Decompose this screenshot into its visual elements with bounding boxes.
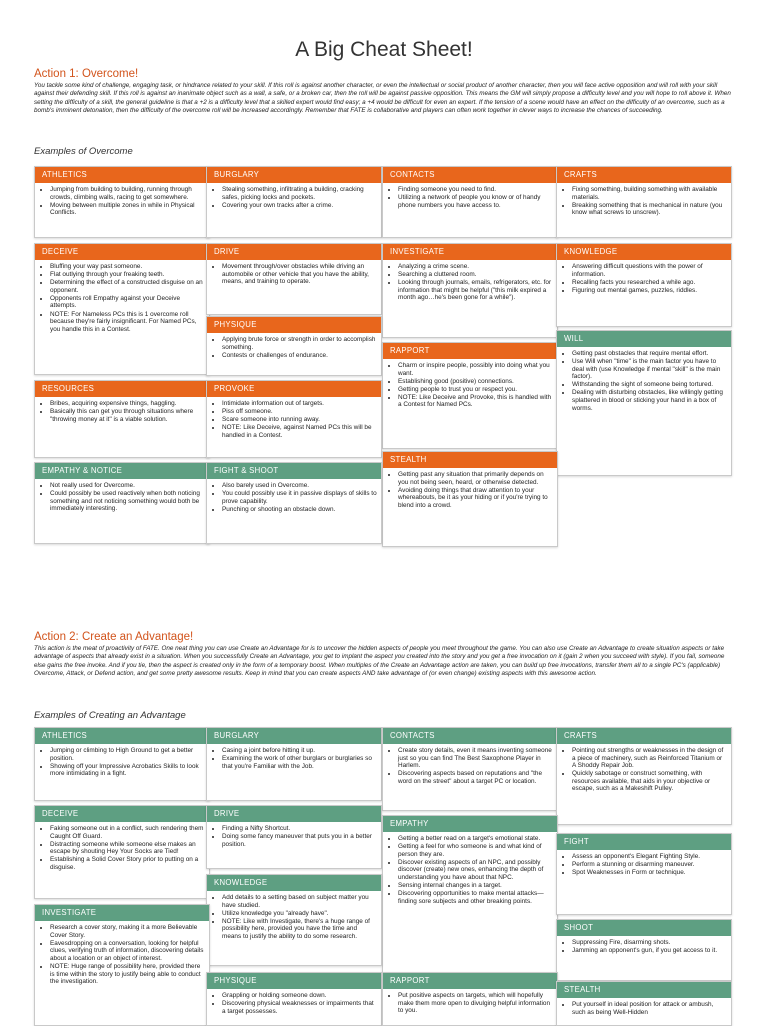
list-item: • Contests or challenges of endurance. [222, 352, 377, 360]
card-knowledge [556, 243, 732, 327]
list-item: • Research a cover story, making it a more Believable Cover Story. [50, 924, 205, 939]
list-item: • Dealing with disturbing obstacles, like willingly getting splattered in blood or sticking your hand in a box of worms. [572, 389, 727, 412]
card-list [35, 186, 205, 217]
list-item: • Examining the work of other burglars or burglaries so that you're Familiar with the Job. [222, 755, 377, 770]
list-item: • Perform a stunning or disarming maneuver. [572, 861, 727, 869]
list-item: • You could possibly use it in passive displays of skills to prove capability. [222, 490, 377, 505]
card-athletics2 [34, 727, 210, 801]
card-list [35, 482, 205, 513]
card-will [556, 330, 732, 476]
list-item: • Utilizing a network of people you know or of handy phone numbers you have access to. [398, 194, 553, 209]
list-item: • Intimidate information out of targets. [222, 400, 377, 408]
card-list [207, 186, 377, 209]
card-title: DRIVE [207, 806, 381, 822]
list-item: • Add details to a setting based on subject matter you have studied. [222, 894, 377, 909]
card-list [35, 924, 205, 986]
list-item: • Piss off someone. [222, 408, 377, 416]
list-item: • Opponents roll Empathy against your Deceive attempts. [50, 295, 205, 310]
card-list [383, 835, 553, 905]
card-title: ATHLETICS [35, 167, 209, 183]
card-title: PROVOKE [207, 381, 381, 397]
card-title: BURGLARY [207, 728, 381, 744]
card-physique [206, 316, 382, 376]
list-item: • Analyzing a crime scene. [398, 263, 553, 271]
examples-heading-create-advantage: Examples of Creating an Advantage [34, 710, 186, 721]
examples-heading-overcome: Examples of Overcome [34, 146, 133, 157]
list-item: • Movement through/over obstacles while driving an automobile or other vehicle that you have the ability, means, and training to operate. [222, 263, 377, 286]
card-title: KNOWLEDGE [557, 244, 731, 260]
list-item: • Bribes, acquiring expensive things, haggling. [50, 400, 205, 408]
card-title: RAPPORT [383, 343, 557, 359]
list-item: • Utilize knowledge you "already have". [222, 910, 377, 918]
list-item: • Covering your own tracks after a crime. [222, 202, 377, 210]
list-item: • Getting past obstacles that require mental effort. [572, 350, 727, 358]
list-item: • Bluffing your way past someone. [50, 263, 205, 271]
card-list [557, 1001, 727, 1016]
list-item: • Scare someone into running away. [222, 416, 377, 424]
card-list [35, 825, 205, 872]
list-item: • Basically this can get you through situations where "throwing money at it" is a viable solution. [50, 408, 205, 423]
card-list [207, 336, 377, 359]
card-title: PHYSIQUE [207, 317, 381, 333]
card-drive2 [206, 805, 382, 869]
card-title: DECEIVE [35, 806, 209, 822]
list-item: • Figuring out mental games, puzzles, riddles. [572, 287, 727, 295]
card-list [35, 747, 205, 778]
card-title: CONTACTS [383, 167, 557, 183]
list-item: • Assess an opponent's Elegant Fighting Style. [572, 853, 727, 861]
card-resources [34, 380, 210, 458]
list-item: • Getting people to trust you or respect you. [398, 386, 553, 394]
list-item: • Discovering aspects based on reputations and "the word on the street" about a target PC or location. [398, 770, 553, 785]
card-title: BURGLARY [207, 167, 381, 183]
card-title: CRAFTS [557, 728, 731, 744]
section-heading-overcome: Action 1: Overcome! [34, 68, 139, 80]
list-item: • Finding someone you need to find. [398, 186, 553, 194]
intro-overcome: You tackle some kind of challenge, engaging task, or hindrance related to your skill. If this roll is against another character, or even the intellectual or social product of another character, then you will face active opposition and will roll with your skill against their defending skill. If this roll is against an inanimate object such as a wall, a safe, or a broken car, then the roll will be against passive opposition. This means the GM will simply propose a difficulty level and you will hope to roll above it. When setting the difficulty of a skill, the general guideline is that a +2 is a difficulty level that a skilled expert would find easy; a +4 would be difficult for even an expert. If the tension of a scene would have an effect on the difficulty of an overcome, such as a bomb's imminent detonation, then the difficulty of the overcome roll will be increased accordingly. Remember that FATE is collaborative and players can often work together in clever ways to increase the chances of succeeding. [34, 82, 731, 114]
card-crafts2 [556, 727, 732, 825]
card-list [35, 263, 205, 333]
card-title: STEALTH [557, 982, 731, 998]
card-list [383, 186, 553, 209]
card-list [207, 894, 377, 941]
card-list [557, 263, 727, 294]
card-list [207, 825, 377, 848]
page-title: A Big Cheat Sheet! [295, 38, 473, 61]
list-item: • Casing a joint before hitting it up. [222, 747, 377, 755]
list-item: • Breaking something that is mechanical in nature (you know what screws to unscrew). [572, 202, 727, 217]
list-item: • Jumping or climbing to High Ground to get a better position. [50, 747, 205, 762]
list-item: • Put positive aspects on targets, which will hopefully make them more open to divulging helpful information to you. [398, 992, 553, 1015]
list-item: • Withstanding the sight of someone being tortured. [572, 381, 727, 389]
card-title: EMPATHY [383, 816, 557, 832]
list-item: • NOTE: Like with Investigate, there's a huge range of possibility here, provided you have the time and means to justify the ability to do some research. [222, 918, 377, 941]
card-list [383, 263, 553, 302]
list-item: • Getting past any situation that primarily depends on you not being seen, heard, or otherwise detected. [398, 471, 553, 486]
list-item: • Avoiding doing things that draw attention to your whereabouts, be it as your hiding or if you're trying to blend into a crowd. [398, 487, 553, 510]
card-stealth2 [556, 981, 732, 1026]
card-knowledge2 [206, 874, 382, 966]
list-item: • Grappling or holding someone down. [222, 992, 377, 1000]
list-item: • Use Will when "time" is the main factor you have to deal with (use Knowledge if mental "skill" is the main factor). [572, 358, 727, 381]
card-fight [206, 462, 382, 544]
list-item: • Flat outlying through your freaking teeth. [50, 271, 205, 279]
card-list [557, 939, 727, 955]
card-list [383, 471, 553, 509]
list-item: • Spot Weaknesses in Form or technique. [572, 869, 727, 877]
list-item: • Faking someone out in a conflict, such rendering them Caught Off Guard. [50, 825, 205, 840]
card-title: RAPPORT [383, 973, 557, 989]
card-title: INVESTIGATE [383, 244, 557, 260]
card-crafts [556, 166, 732, 238]
list-item: • Could possibly be used reactively when both noticing something and not noticing something would both be immediately interesting. [50, 490, 205, 513]
list-item: • Getting a better read on a target's emotional state. [398, 835, 553, 843]
card-empathy [34, 462, 210, 544]
list-item: • Doing some fancy maneuver that puts you in a better position. [222, 833, 377, 848]
card-title: FIGHT [557, 834, 731, 850]
list-item: • Jumping from building to building, running through crowds, climbing walls, racing to get somewhere. [50, 186, 205, 201]
list-item: • Determining the effect of a constructed disguise on an opponent. [50, 279, 205, 294]
list-item: • Not really used for Overcome. [50, 482, 205, 490]
card-list [383, 992, 553, 1015]
list-item: • Create story details, even it means inventing someone just so you can find The Best Saxophone Player in Harlem. [398, 747, 553, 770]
list-item: • Establishing a Solid Cover Story prior to putting on a disguise. [50, 856, 205, 871]
list-item: • Discovering opportunities to make mental attacks—finding sore subjects and other breaking points. [398, 890, 553, 905]
card-list [383, 362, 553, 409]
card-list [207, 992, 377, 1015]
list-item: • Eavesdropping on a conversation, looking for helpful clues, verifying truth of information, discovering details about a location or an object of interest. [50, 940, 205, 963]
list-item: • Jamming an opponent's gun, if you get access to it. [572, 947, 727, 955]
list-item: • NOTE: Like Deceive, against Named PCs this will be handled in a Contest. [222, 424, 377, 439]
card-title: DRIVE [207, 244, 381, 260]
card-contacts [382, 166, 558, 238]
list-item: • Stealing something, infiltrating a building, cracking safes, picking locks and pockets. [222, 186, 377, 201]
card-title: ATHLETICS [35, 728, 209, 744]
list-item: • Finding a Nifty Shortcut. [222, 825, 377, 833]
list-item: • Distracting someone while someone else makes an escape by shouting Hey Your Socks are Tied! [50, 841, 205, 856]
list-item: • Recalling facts you researched a while ago. [572, 279, 727, 287]
list-item: • Punching or shooting an obstacle down. [222, 506, 377, 514]
card-physique2 [206, 972, 382, 1026]
card-list [207, 400, 377, 439]
card-investigate2 [34, 904, 210, 1026]
list-item: • NOTE: For Nameless PCs this is 1 overcome roll because they're fairly insignificant. For Named PCs, you handle this in a Contest. [50, 311, 205, 334]
card-drive [206, 243, 382, 315]
list-item: • Applying brute force or strength in order to accomplish something. [222, 336, 377, 351]
card-list [35, 400, 205, 423]
list-item: • Fixing something, building something with available materials. [572, 186, 727, 201]
card-empathy2 [382, 815, 558, 975]
card-deceive2 [34, 805, 210, 899]
card-title: CRAFTS [557, 167, 731, 183]
list-item: • Sensing internal changes in a target. [398, 882, 553, 890]
card-title: SHOOT [557, 920, 731, 936]
card-stealth [382, 451, 558, 547]
card-title: KNOWLEDGE [207, 875, 381, 891]
list-item: • Establishing good (positive) connections. [398, 378, 553, 386]
card-title: RESOURCES [35, 381, 209, 397]
list-item: • Looking through journals, emails, refrigerators, etc. for information that might be helpful ("this milk expired a month ago…he's been gone for a while"). [398, 279, 553, 302]
card-title: INVESTIGATE [35, 905, 209, 921]
card-list [383, 747, 553, 785]
list-item: • NOTE: Huge range of possibility here, provided there is time within the story to justify being able to conduct the investigation. [50, 963, 205, 986]
list-item: • Moving between multiple zones in while in Physical Conflicts. [50, 202, 205, 217]
card-list [557, 747, 727, 793]
card-fight2 [556, 833, 732, 915]
card-rapport [382, 342, 558, 449]
list-item: • Getting a feel for who someone is and what kind of person they are. [398, 843, 553, 858]
list-item: • Discover existing aspects of an NPC, and possibly discover (create) new ones, enhancing the depth of understanding you have about that NPC. [398, 859, 553, 882]
card-contacts2 [382, 727, 558, 811]
list-item: • Pointing out strengths or weaknesses in the design of a piece of machinery, such as Reinforced Titanium or A Shoddy Repair Job. [572, 747, 727, 770]
card-title: FIGHT & SHOOT [207, 463, 381, 479]
list-item: • Showing off your Impressive Acrobatics Skills to look more intimidating in a fight. [50, 763, 205, 778]
list-item: • Charm or inspire people, possibly into doing what you want. [398, 362, 553, 377]
card-list [557, 350, 727, 412]
list-item: • Quickly sabotage or construct something, with resources available, that aids in your objective or escape, such as a Makeshift Pulley. [572, 770, 727, 793]
card-rapport2 [382, 972, 558, 1026]
section-heading-create-advantage: Action 2: Create an Advantage! [34, 631, 194, 643]
card-burglary [206, 166, 382, 238]
list-item: • NOTE: Like Deceive and Provoke, this is handled with a Contest for Named PCs. [398, 394, 553, 409]
card-title: CONTACTS [383, 728, 557, 744]
card-list [207, 482, 377, 513]
list-item: • Put yourself in ideal position for attack or ambush, such as being Well-Hidden [572, 1001, 727, 1016]
list-item: • Answering difficult questions with the power of information. [572, 263, 727, 278]
card-list [557, 853, 727, 877]
card-title: EMPATHY & NOTICE [35, 463, 209, 479]
intro-create-advantage: This action is the meat of proactivity of FATE. One neat thing you can use Create an Advantage for is to uncover the hidden aspects of people you meet throughout the game. You can also use Create an Advantage to create situation aspects or take advantage of aspects that already exist in a situation. When you successfully Create an Advantage, you get to implant the aspect you created into the story and you get a free invocation on it (gain 2 when you succeed with style). If you fail, someone else gains the free invoke. And if you tie, then the aspect is created only in the form of a temporary boost. When multiples of the Create an Advantage action are taken, you can build up free invocations, transfer them all to a single PC's (applicable) Overcome, Attack, or Defend action, and get some pretty awesome results. Keep in mind that you can create aspects AND take advantage of (or even change) existing aspects with this awesome action. [34, 645, 725, 677]
card-title: PHYSIQUE [207, 973, 381, 989]
card-list [207, 263, 377, 286]
card-title: WILL [557, 331, 731, 347]
card-deceive [34, 243, 210, 375]
list-item: • Suppressing Fire, disarming shots. [572, 939, 727, 947]
card-burglary2 [206, 727, 382, 801]
card-investigate [382, 243, 558, 338]
list-item: • Also barely used in Overcome. [222, 482, 377, 490]
card-list [557, 186, 727, 217]
card-provoke [206, 380, 382, 458]
list-item: • Discovering physical weaknesses or impairments that a target possesses. [222, 1000, 377, 1015]
list-item: • Searching a cluttered room. [398, 271, 553, 279]
card-athletics [34, 166, 210, 238]
card-shoot2 [556, 919, 732, 981]
card-title: STEALTH [383, 452, 557, 468]
card-list [207, 747, 377, 770]
card-title: DECEIVE [35, 244, 209, 260]
